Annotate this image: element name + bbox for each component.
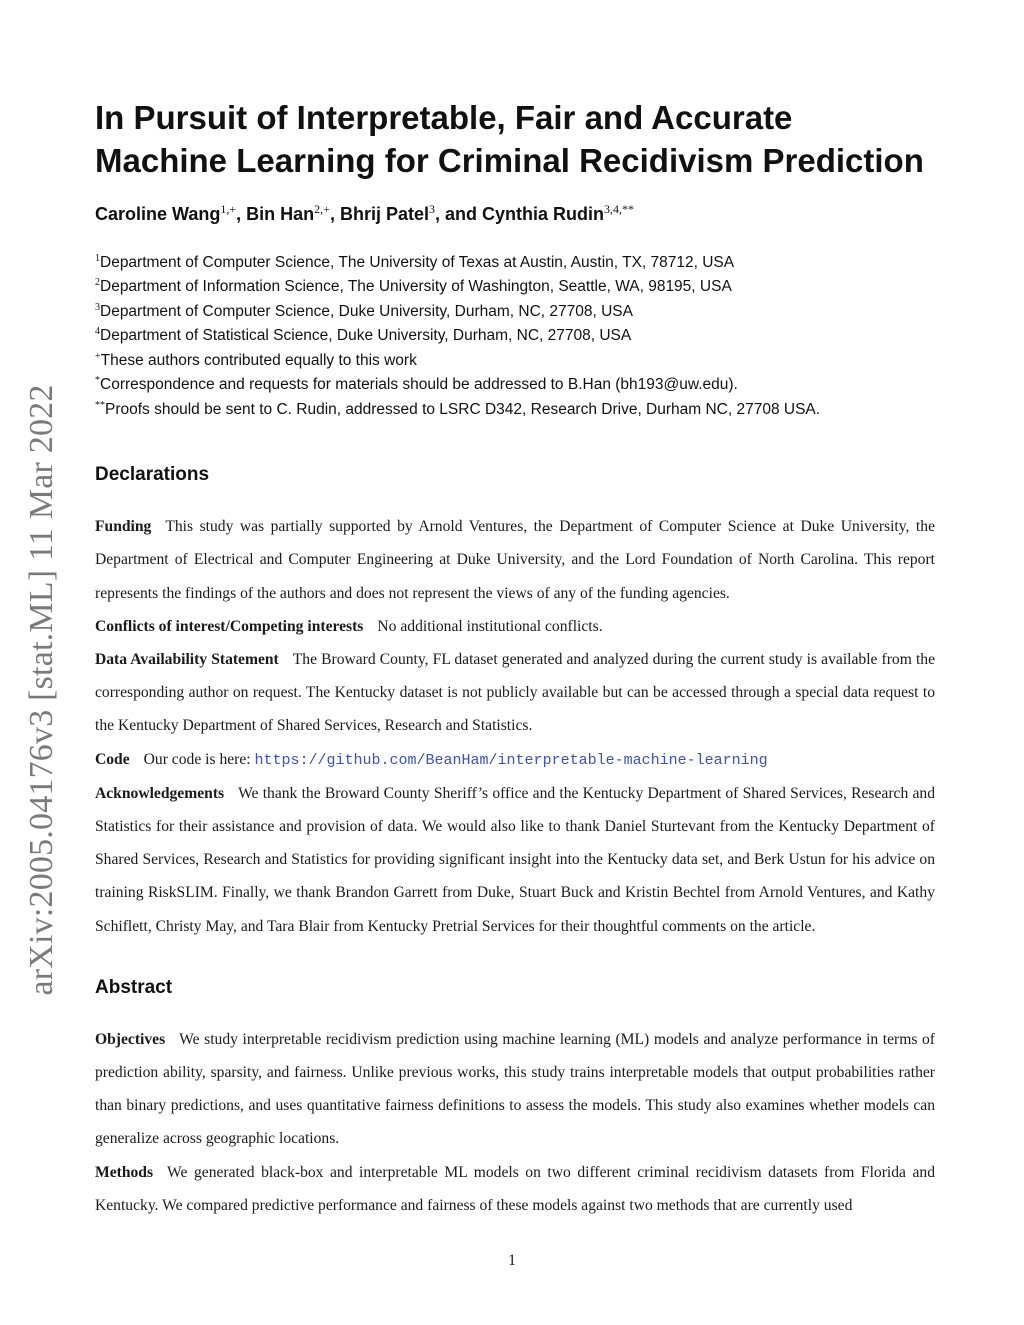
affiliation-mark: 1 [95,253,100,264]
author-affiliation-mark: 2,+ [314,202,330,216]
arxiv-identifier-stamp: arXiv:2005.04176v3 [stat.ML] 11 Mar 2022 [23,384,60,996]
code-repository-link[interactable]: https://github.com/BeanHam/interpretable-machine-learning [254,751,768,769]
methods-text: We generated black-box and interpretable ML models on two different criminal recidivism datasets from Florida and Kentucky. We compared predictive performance and fairness of these models against two methods that are currently used [95,1163,935,1214]
methods-label: Methods [95,1163,154,1181]
affiliation-mark: 4 [95,326,100,338]
data-availability-label: Data Availability Statement [95,650,279,668]
conflicts-text: No additional institutional conflicts. [377,617,603,635]
author-name: Caroline Wang [95,204,221,224]
abstract-heading: Abstract [95,976,173,998]
affiliation-item [95,371,935,395]
affiliation-list [95,249,935,420]
affiliation-text: Department of Statistical Science, Duke University, Durham, NC, 27708, USA [100,327,632,345]
title-line-1: In Pursuit of Interpretable, Fair and Accurate [95,99,793,136]
affiliation-item [95,298,935,322]
author-name: Bin Han [246,204,315,224]
code-text: Our code is here: [143,750,255,768]
affiliation-mark: + [95,350,101,362]
affiliation-mark: 2 [95,277,100,289]
author-name: Bhrij Patel [339,204,429,224]
acknowledgements-paragraph [95,777,935,943]
affiliation-mark: 3 [95,301,100,313]
affiliation-text: Department of Information Science, The University of Washington, Seattle, WA, 98195, USA [100,278,732,296]
acknowledgements-text: We thank the Broward County Sheriff’s office and the Kentucky Department of Shared Services, Research and Statistics for their assistance and provision of data. We would also like to thank Daniel Sturtevant from the Kentucky Department of Shared Services, Research and Statistics for providing significant insight into the Kentucky data set, and Berk Ustun for his advice on training RiskSLIM. Finally, we thank Brandon Garrett from Duke, Stuart Buck and Kristin Bechtel from Arnold Ventures, and Kathy Schiflett, Christy May, and Tara Blair from Kentucky Pretrial Services for their thoughtful comments on the article. [95,784,935,935]
acknowledgements-label: Acknowledgements [95,784,225,802]
affiliation-item [95,347,935,371]
data-availability-paragraph [95,643,935,743]
affiliation-mark: * [95,375,100,387]
objectives-label: Objectives [95,1030,166,1048]
objectives-text: We study interpretable recidivism prediction using machine learning (ML) models and analyze performance in terms of prediction ability, sparsity, and fairness. Unlike previous works, this study trains interpretable models that output probabilities rather than binary predictions, and uses quantitative fairness definitions to assess the models. This study also examines whether models can generalize across geographic locations. [95,1030,935,1148]
title-line-2: Machine Learning for Criminal Recidivism Prediction [95,142,924,179]
affiliation-item [95,273,935,297]
author-separator: , [236,204,247,224]
affiliation-text: Correspondence and requests for materials should be addressed to B.Han (bh193@uw.edu). [100,376,738,394]
author-affiliation-mark: 3,4,** [604,202,634,216]
affiliation-item [95,249,935,273]
author-separator: , and [434,204,482,224]
methods-paragraph [95,1156,935,1222]
page-number: 1 [508,1252,516,1269]
affiliation-item [95,396,935,420]
code-paragraph [95,743,935,777]
author-separator: , [329,204,340,224]
paper-title [95,96,935,182]
affiliation-item [95,322,935,346]
affiliation-text: These authors contributed equally to this work [100,351,417,369]
affiliation-text: Department of Computer Science, The University of Texas at Austin, Austin, TX, 78712, USA [100,254,735,272]
author-name: Cynthia Rudin [482,204,604,224]
declarations-heading: Declarations [95,464,210,486]
funding-paragraph [95,510,935,610]
author-affiliation-mark: 1,+ [220,202,237,216]
funding-text: This study was partially supported by Arnold Ventures, the Department of Computer Science at Duke University, the Department of Electrical and Computer Engineering at Duke University, and the Lord Foundation of North Carolina. This report represents the findings of the authors and does not represent the views of any of the funding agencies. [95,518,935,602]
paper-page [95,96,935,1222]
funding-label: Funding [95,518,152,536]
arxiv-sidebar [20,40,64,1220]
code-label: Code [95,750,130,768]
data-availability-text: The Broward County, FL dataset generated and analyzed during the current study is available from the corresponding author on request. The Kentucky dataset is not publicly available but can be accessed through a special data request to the Kentucky Department of Shared Services, Research and Statistics. [95,650,936,735]
conflicts-paragraph [95,610,935,643]
objectives-paragraph [95,1023,935,1156]
conflicts-label: Conflicts of interest/Competing interests [95,617,364,635]
affiliation-text: Department of Computer Science, Duke University, Durham, NC, 27708, USA [100,303,633,321]
author-affiliation-mark: 3 [428,202,435,216]
affiliation-mark: ** [95,399,105,411]
affiliation-text: Proofs should be sent to C. Rudin, addressed to LSRC D342, Research Drive, Durham NC, 27708 USA. [105,400,821,418]
author-list [95,202,935,225]
